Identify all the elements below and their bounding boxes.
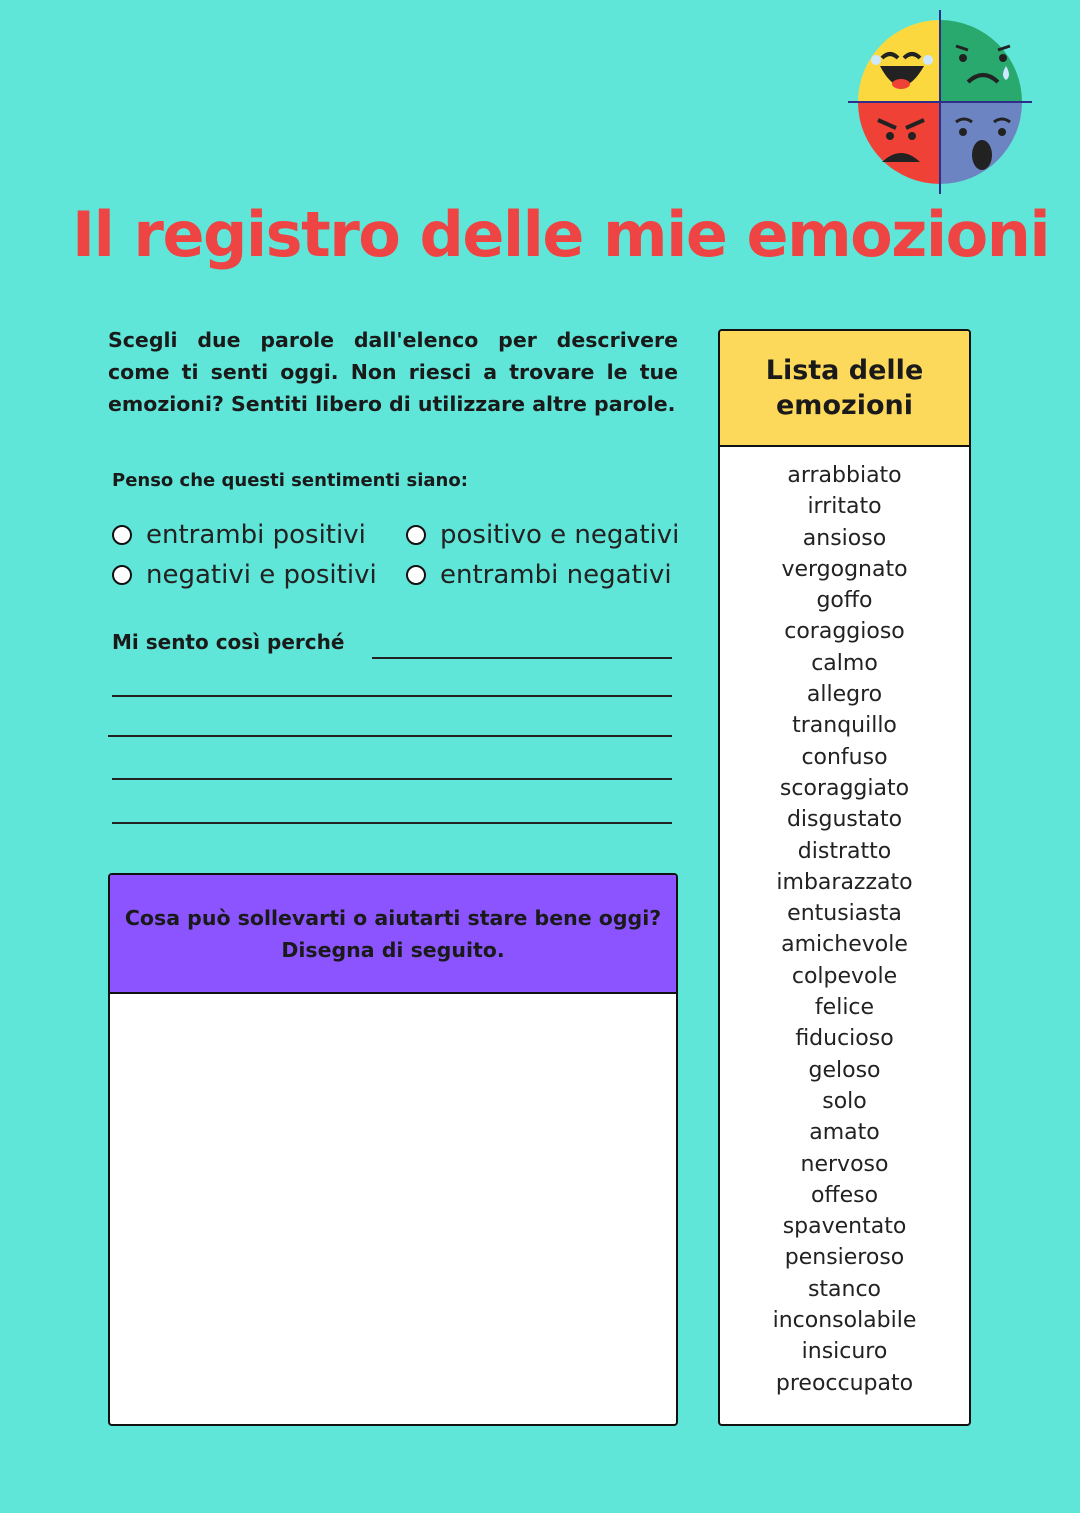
option-label: negativi e positivi — [146, 560, 377, 590]
option-negativi-e-positivi[interactable] — [112, 560, 377, 590]
drawing-prompt — [110, 875, 676, 994]
option-label: entrambi positivi — [146, 520, 366, 550]
list-item: goffo — [816, 588, 873, 614]
list-item: amichevole — [781, 932, 908, 958]
list-item: spaventato — [782, 1214, 907, 1240]
list-item: calmo — [811, 650, 878, 676]
radio-button[interactable] — [112, 525, 132, 545]
radio-button[interactable] — [406, 565, 426, 585]
list-item: imbarazzato — [776, 869, 913, 895]
page-title: Il registro delle mie emozioni — [72, 198, 1050, 271]
list-item: disgustato — [786, 807, 903, 833]
drawing-prompt-instruction: Disegna di seguito. — [281, 937, 505, 962]
list-item: geloso — [808, 1057, 881, 1083]
list-item: coraggioso — [784, 619, 905, 645]
instructions-text: Scegli due parole dall'elenco per descrivere come ti senti oggi. Non riesci a trovare le tue emozioni? Sentiti libero di utilizzare altre parole. — [108, 328, 678, 416]
option-entrambi-positivi[interactable] — [112, 520, 366, 550]
list-item: vergognato — [781, 556, 908, 582]
list-item: offeso — [810, 1182, 879, 1208]
drawing-prompt-question: Cosa può sollevarti o aiutarti stare bene oggi? — [124, 905, 662, 930]
writing-line[interactable] — [108, 735, 672, 737]
drawing-area[interactable] — [110, 994, 676, 1424]
emotion-list — [720, 447, 969, 1399]
list-item: colpevole — [791, 963, 898, 989]
list-item: tranquillo — [792, 713, 897, 739]
list-item: stanco — [807, 1276, 882, 1302]
list-item: nervoso — [800, 1151, 889, 1177]
list-item: irritato — [807, 494, 882, 520]
drawing-box — [108, 873, 678, 1426]
writing-line[interactable] — [112, 695, 672, 697]
because-label: Mi sento così perché — [112, 630, 345, 654]
list-item: solo — [822, 1088, 867, 1114]
emotion-list-title: Lista delle emozioni — [720, 331, 969, 447]
list-item: ansioso — [802, 525, 887, 551]
option-label: positivo e negativi — [440, 520, 680, 550]
list-item: felice — [814, 995, 875, 1021]
emotion-wheel-icon — [848, 10, 1032, 194]
list-item: scoraggiato — [779, 775, 910, 801]
list-item: insicuro — [801, 1339, 888, 1365]
list-item: confuso — [801, 744, 888, 770]
list-item: amato — [809, 1120, 880, 1146]
writing-line[interactable] — [372, 657, 672, 659]
writing-line[interactable] — [112, 822, 672, 824]
list-item: pensieroso — [784, 1245, 905, 1271]
list-item: arrabbiato — [787, 463, 902, 488]
radio-button[interactable] — [112, 565, 132, 585]
list-item: distratto — [797, 838, 892, 864]
list-item: entusiasta — [787, 901, 902, 927]
list-item: preoccupato — [775, 1370, 914, 1396]
list-item: inconsolabile — [772, 1308, 917, 1334]
list-item: fiducioso — [795, 1026, 894, 1052]
feelings-label: Penso che questi sentimenti siano: — [112, 470, 468, 491]
list-item: allegro — [806, 682, 883, 708]
option-entrambi-negativi[interactable] — [406, 560, 672, 590]
emotion-list-panel — [718, 329, 971, 1426]
radio-button[interactable] — [406, 525, 426, 545]
option-positivo-e-negativi[interactable] — [406, 520, 679, 550]
writing-line[interactable] — [112, 778, 672, 780]
option-label: entrambi negativi — [440, 560, 672, 590]
